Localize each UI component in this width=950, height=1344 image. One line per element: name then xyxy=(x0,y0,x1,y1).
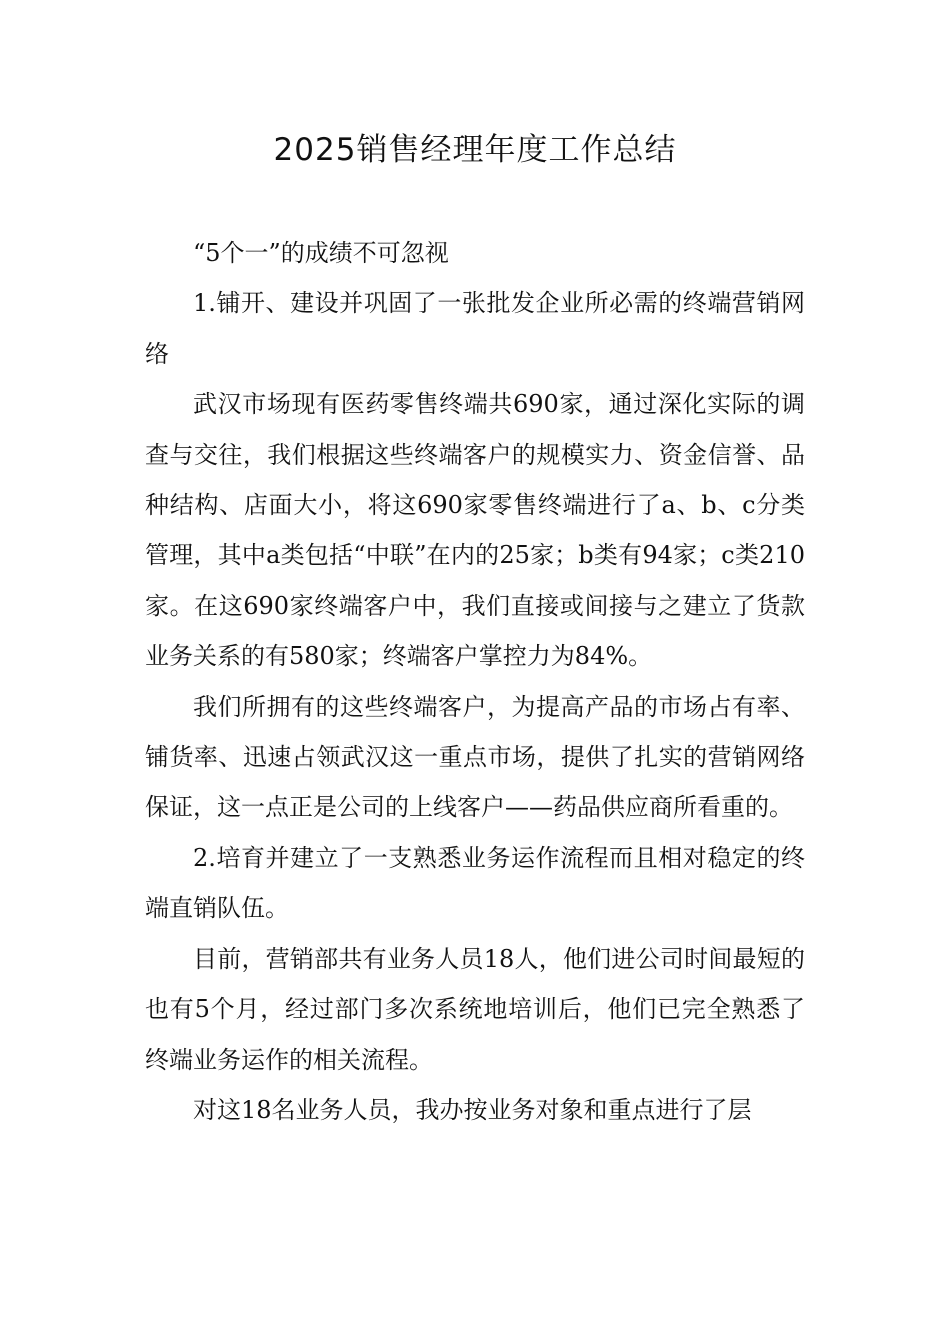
paragraph-wuhan-market: 武汉市场现有医药零售终端共690家，通过深化实际的调查与交往，我们根据这些终端客户的规模实力、资金信誉、品种结构、店面大小，将这690家零售终端进行了a、b、c分类管理，其中a类包括“中联”在内的25家；b类有94家；c类210家。在这690家终端客户中，我们直接或间接与之建立了货款业务关系的有580家；终端客户掌控力为84%。 xyxy=(145,390,805,671)
paragraph-heading-achievements: “5个一”的成绩不可忽视 xyxy=(193,239,449,267)
paragraph-sales-staff: 目前，营销部共有业务人员18人，他们进公司时间最短的也有5个月，经过部门多次系统地培训后，他们已完全熟悉了终端业务运作的相关流程。 xyxy=(145,944,805,1074)
document-body xyxy=(145,228,805,1135)
paragraph-point-1: 1.铺开、建设并巩固了一张批发企业所必需的终端营销网络 xyxy=(145,289,805,368)
paragraph-point-2: 2.培育并建立了一支熟悉业务运作流程而且相对稳定的终端直销队伍。 xyxy=(145,843,805,923)
paragraph-staff-management: 对这18名业务人员，我办按业务对象和重点进行了层 xyxy=(193,1095,752,1124)
paragraph-network-value: 我们所拥有的这些终端客户，为提高产品的市场占有率、铺货率、迅速占领武汉这一重点市场，提供了扎实的营销网络保证，这一点正是公司的上线客户——药品供应商所看重的。 xyxy=(145,692,805,822)
document-title: 2025销售经理年度工作总结 xyxy=(273,132,677,168)
